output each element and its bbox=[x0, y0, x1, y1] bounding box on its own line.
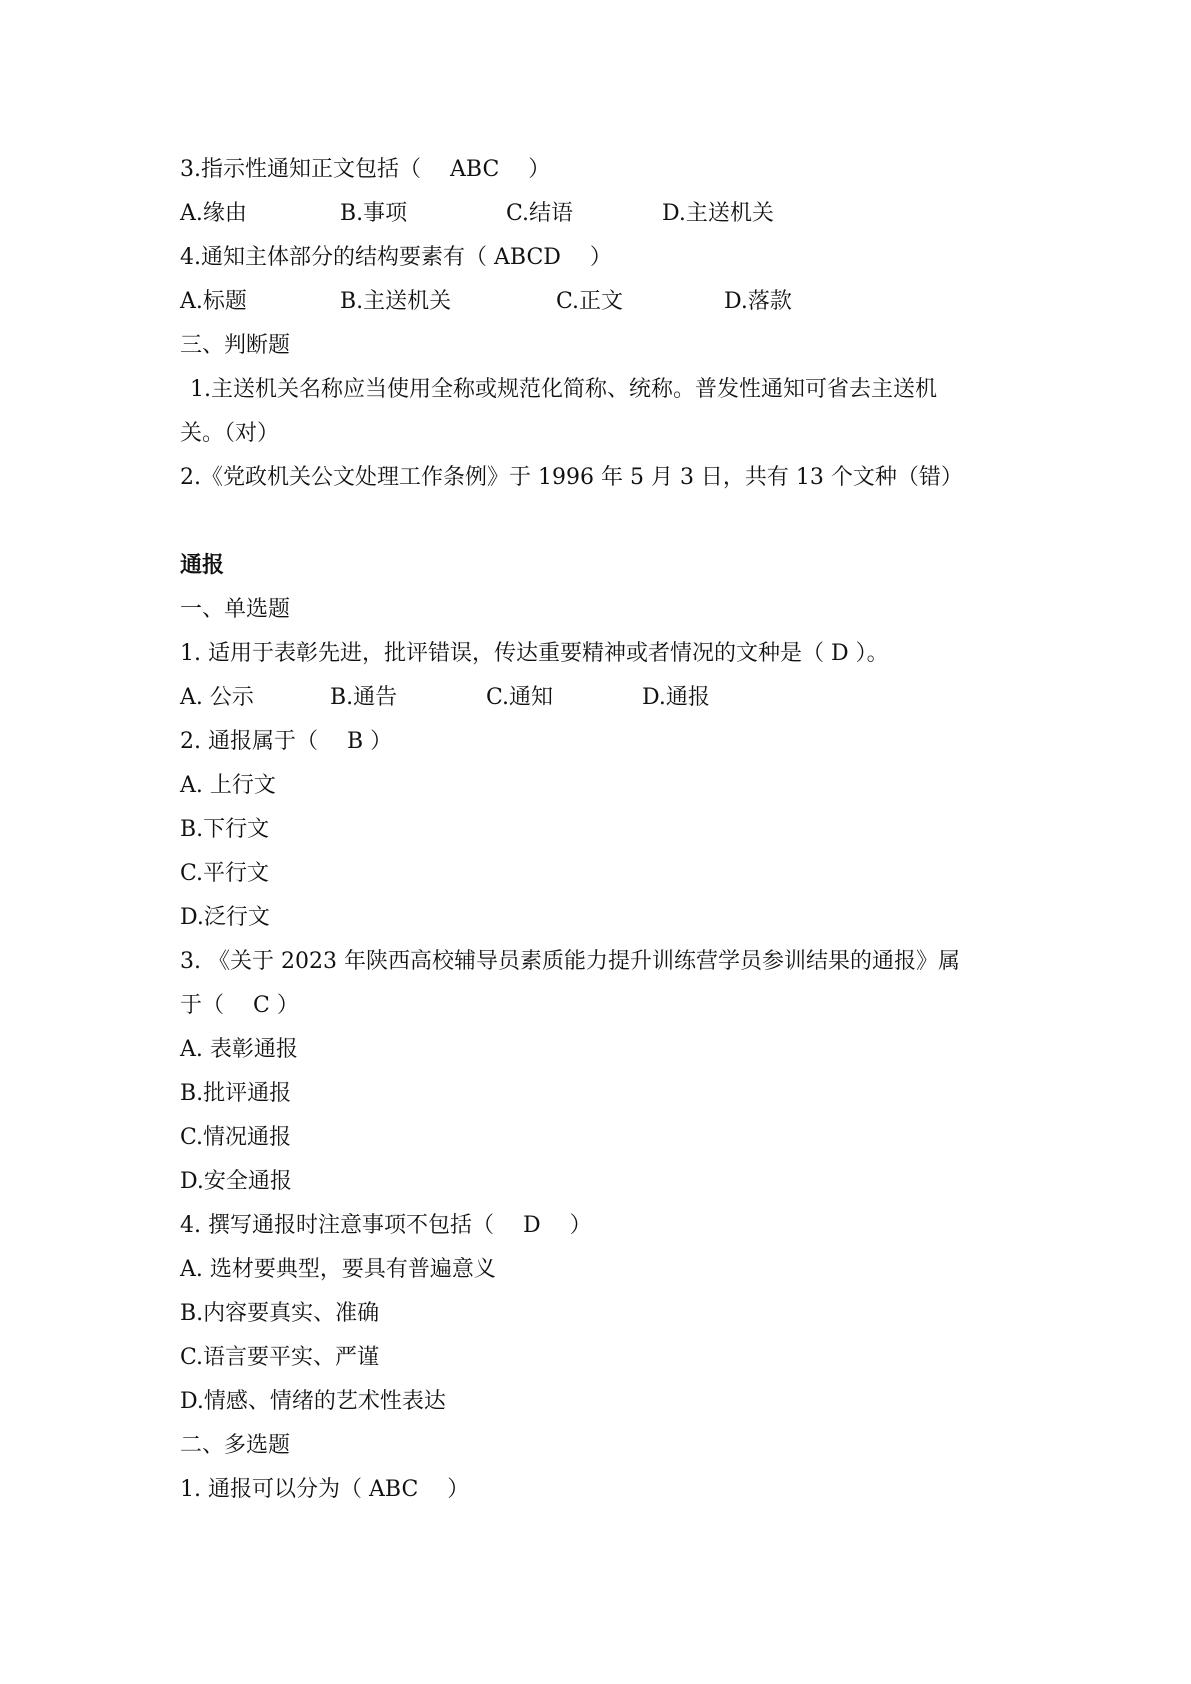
option-c: C.情况通报 bbox=[180, 1125, 292, 1150]
option-c: C.平行文 bbox=[180, 861, 270, 886]
report-question-1-options bbox=[180, 676, 1040, 720]
judgement-heading: 三、判断题 bbox=[180, 333, 291, 358]
option-a: A. 上行文 bbox=[180, 773, 276, 798]
document-page bbox=[180, 148, 1040, 1512]
report-question-2: 2. 通报属于（ B ） bbox=[180, 729, 393, 754]
question-4: 4.通知主体部分的结构要素有（ ABCD ） bbox=[180, 245, 612, 270]
option-a: A. 选材要典型，要具有普遍意义 bbox=[180, 1257, 496, 1282]
report-question-3-line-2: 于（ C ） bbox=[180, 993, 299, 1018]
option-b: B.事项 bbox=[340, 201, 408, 226]
option-b: B.内容要真实、准确 bbox=[180, 1301, 380, 1326]
question-4-options bbox=[180, 280, 1040, 324]
option-c: C.结语 bbox=[506, 201, 574, 226]
option-d: D.泛行文 bbox=[180, 905, 270, 930]
section-title: 通报 bbox=[180, 553, 225, 578]
question-3: 3.指示性通知正文包括（ ABC ） bbox=[180, 157, 551, 182]
judgement-1-line-1: 1.主送机关名称应当使用全称或规范化简称、统称。普发性通知可省去主送机 bbox=[190, 377, 937, 402]
option-b: B.通告 bbox=[330, 685, 398, 710]
option-b: B.下行文 bbox=[180, 817, 270, 842]
option-d: D.情感、情绪的艺术性表达 bbox=[180, 1389, 446, 1414]
option-c: C.通知 bbox=[486, 685, 554, 710]
single-choice-heading: 一、单选题 bbox=[180, 597, 291, 622]
option-a: A.缘由 bbox=[180, 201, 247, 226]
section-spacer bbox=[180, 500, 1040, 544]
option-b: B.批评通报 bbox=[180, 1081, 292, 1106]
judgement-1-line-2: 关。（对） bbox=[180, 421, 280, 446]
multiple-choice-heading: 二、多选题 bbox=[180, 1433, 291, 1458]
report-question-4: 4. 撰写通报时注意事项不包括（ D ） bbox=[180, 1213, 592, 1238]
option-a: A. 表彰通报 bbox=[180, 1037, 298, 1062]
report-question-3-line-1: 3. 《关于 2023 年陕西高校辅导员素质能力提升训练营学员参训结果的通报》属 bbox=[180, 949, 960, 974]
option-a: A.标题 bbox=[180, 289, 247, 314]
report-multi-question-1: 1. 通报可以分为（ ABC ） bbox=[180, 1477, 470, 1502]
question-3-options bbox=[180, 192, 1040, 236]
option-c: C.语言要平实、严谨 bbox=[180, 1345, 380, 1370]
option-d: D.主送机关 bbox=[662, 201, 774, 226]
option-c: C.正文 bbox=[556, 289, 624, 314]
judgement-2: 2.《党政机关公文处理工作条例》于 1996 年 5 月 3 日，共有 13 个文种（错） bbox=[180, 465, 963, 490]
option-a: A. 公示 bbox=[180, 685, 254, 710]
option-d: D.通报 bbox=[642, 685, 710, 710]
report-question-1: 1. 适用于表彰先进，批评错误，传达重要精神或者情况的文种是（ D ）。 bbox=[180, 641, 889, 666]
option-b: B.主送机关 bbox=[340, 289, 452, 314]
option-d: D.安全通报 bbox=[180, 1169, 292, 1194]
option-d: D.落款 bbox=[724, 289, 792, 314]
